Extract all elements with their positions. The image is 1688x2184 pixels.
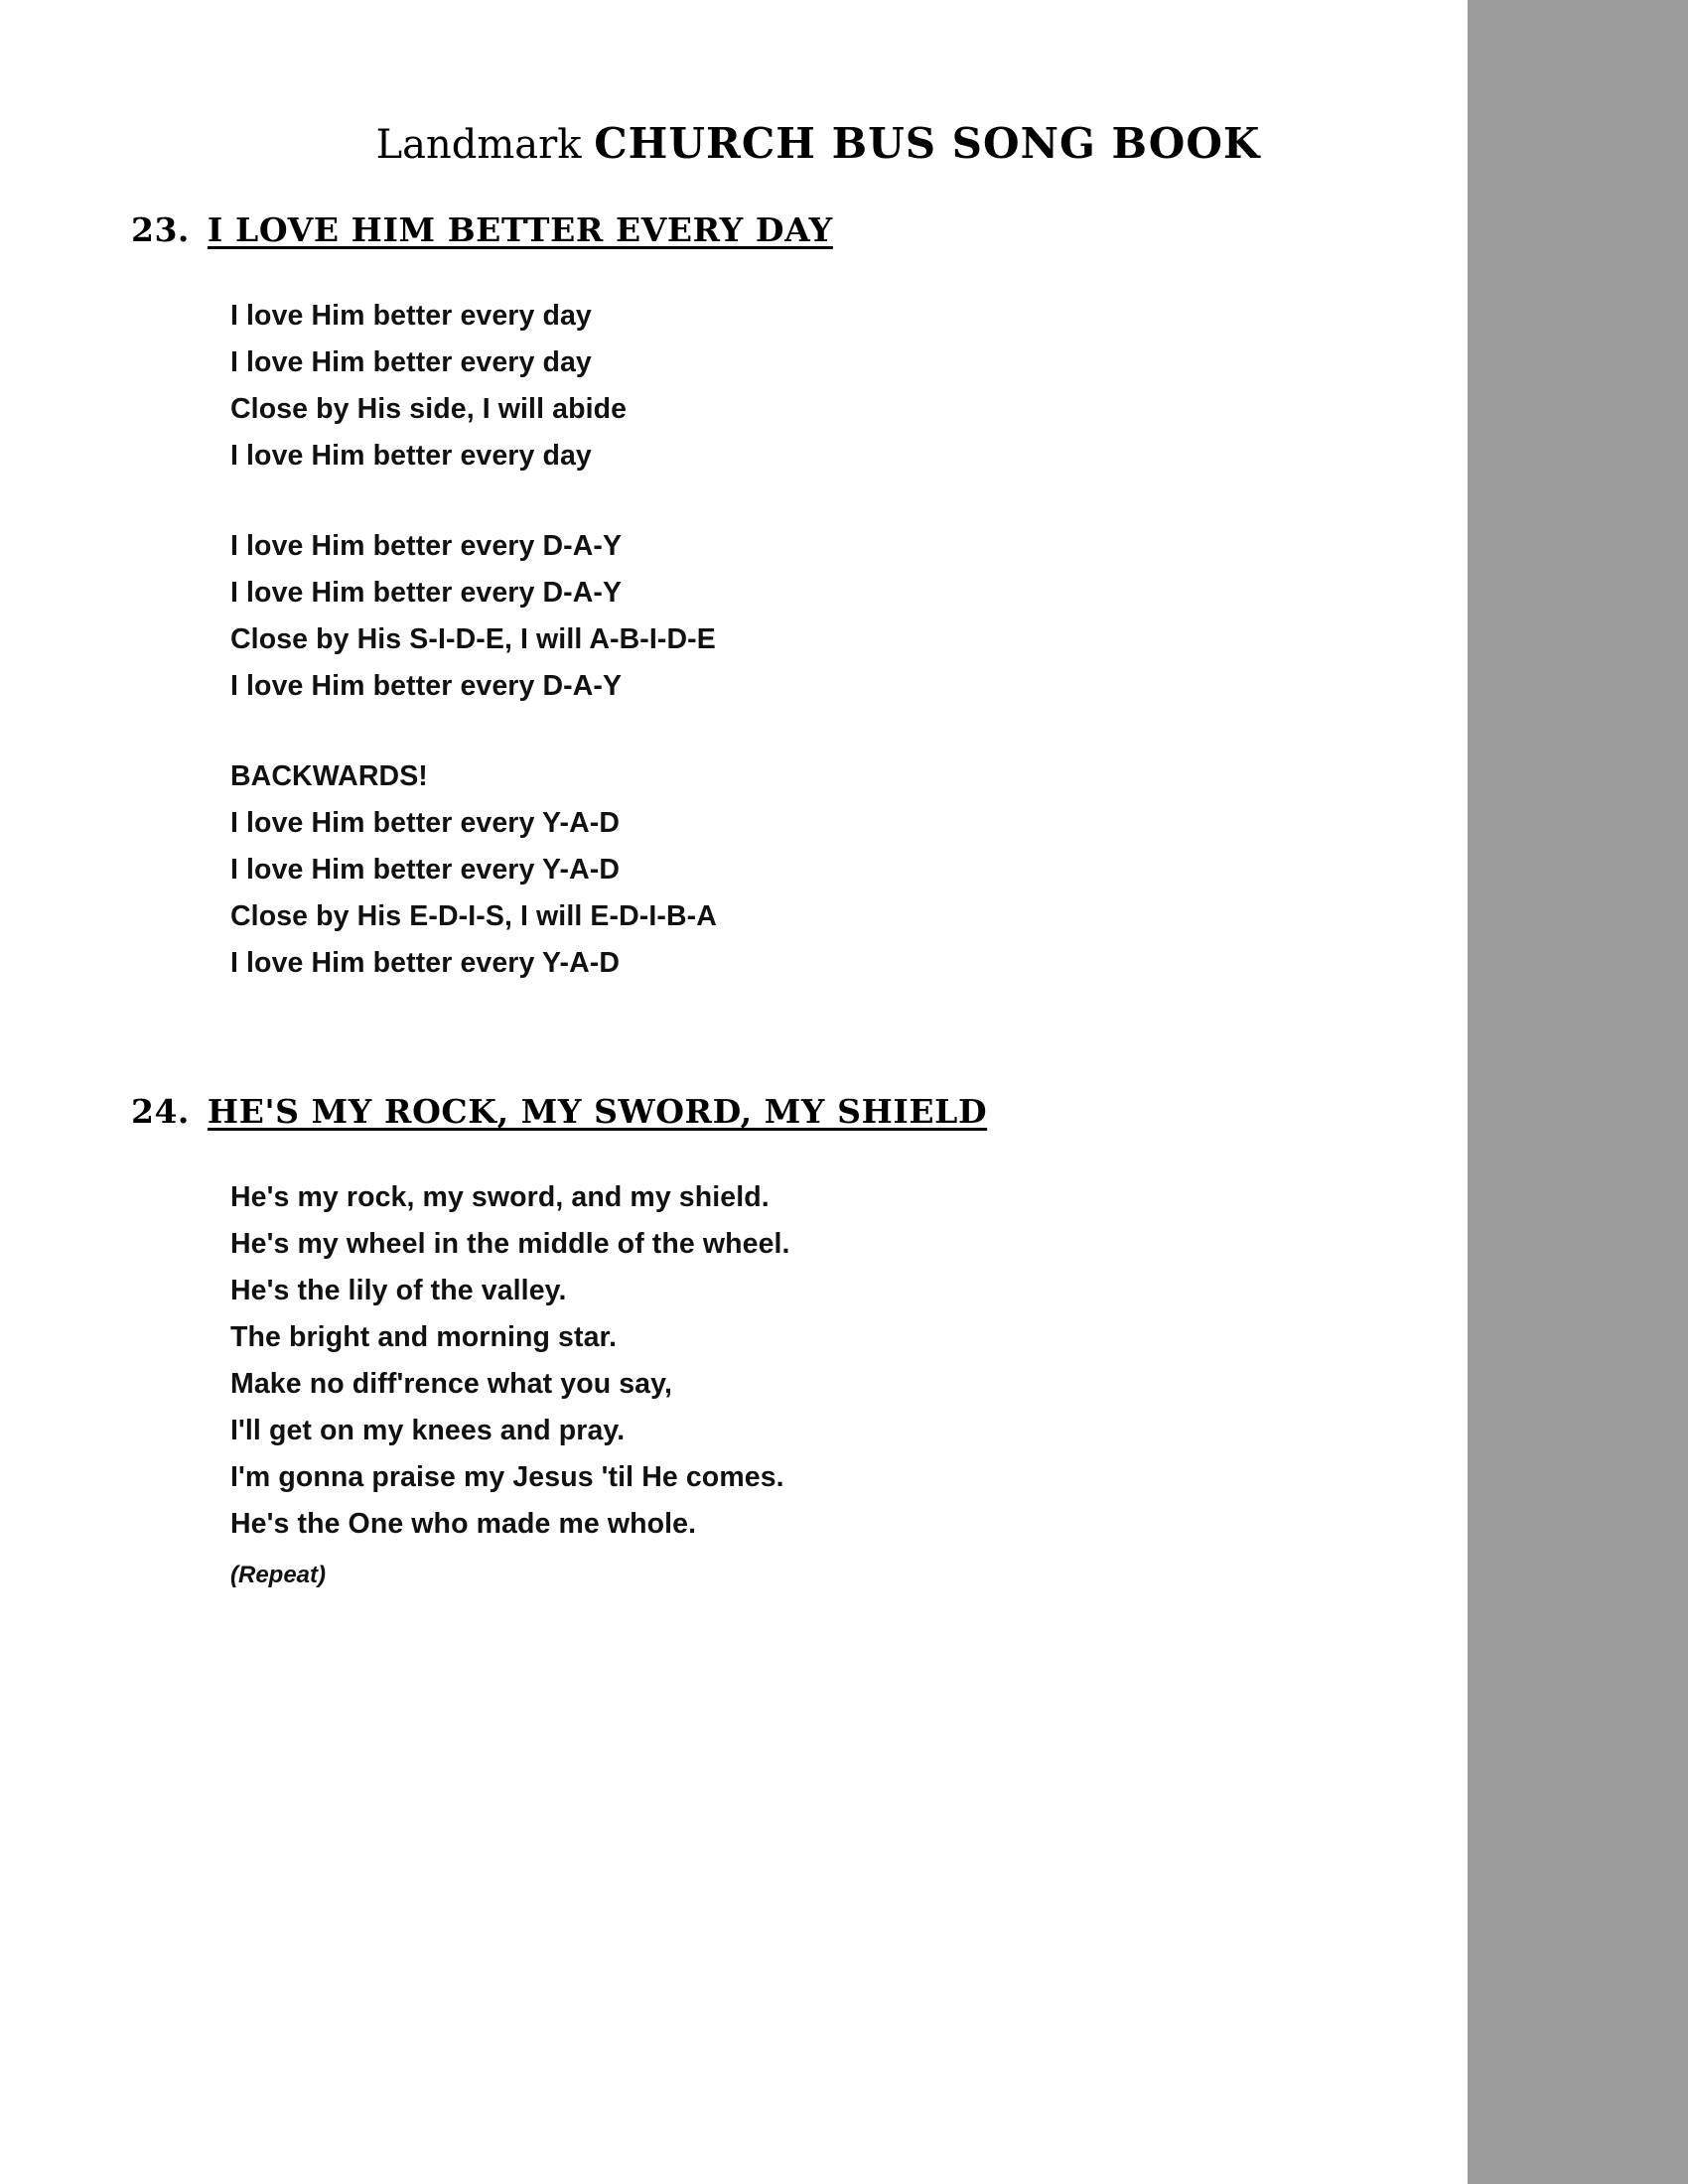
song-lyrics — [0, 293, 1468, 987]
lyric-line: Close by His side, I will abide — [230, 393, 628, 425]
lyric-stanza — [230, 753, 1468, 987]
song-title: I LOVE HIM BETTER EVERY DAY — [207, 210, 833, 249]
song-section — [0, 1092, 1468, 1597]
lyric-line: I love Him better every Y-A-D — [230, 947, 621, 979]
song-number: 24. — [131, 1092, 190, 1131]
repeat-note: (Repeat) — [230, 1562, 327, 1588]
song-lyrics — [0, 1174, 1468, 1597]
song-title-row — [0, 1092, 1468, 1131]
lyric-line: Close by His S-I-D-E, I will A-B-I-D-E — [230, 623, 716, 655]
right-margin-bar — [1468, 0, 1688, 2184]
header-title — [208, 119, 1261, 168]
lyric-line: The bright and morning star. — [230, 1321, 618, 1353]
song-section — [0, 210, 1468, 987]
lyric-line: I love Him better every D-A-Y — [230, 530, 623, 562]
song-title-row — [0, 210, 1468, 249]
lyric-line: I love Him better every Y-A-D — [230, 807, 621, 839]
lyric-line: I love Him better every day — [230, 440, 592, 472]
lyric-line: I love Him better every D-A-Y — [230, 577, 623, 609]
lyric-line: Make no diff'rence what you say, — [230, 1368, 672, 1400]
lyric-line: I love Him better every D-A-Y — [230, 670, 623, 702]
lyric-line: He's the lily of the valley. — [230, 1275, 567, 1306]
lyric-line: Close by His E-D-I-S, I will E-D-I-B-A — [230, 900, 717, 932]
header-title-bold: CHURCH BUS SONG BOOK — [594, 119, 1261, 168]
lyric-stanza — [230, 523, 1468, 710]
lyric-line: He's my rock, my sword, and my shield. — [230, 1181, 770, 1213]
lyric-stanza — [230, 293, 1468, 479]
lyric-line: BACKWARDS! — [230, 760, 428, 792]
lyric-line: He's the One who made me whole. — [230, 1508, 697, 1540]
lyric-line: He's my wheel in the middle of the wheel. — [230, 1228, 790, 1260]
song-title: HE'S MY ROCK, MY SWORD, MY SHIELD — [207, 1092, 988, 1131]
song-number: 23. — [131, 210, 190, 249]
lyric-line: I'll get on my knees and pray. — [230, 1415, 626, 1446]
lyric-line: I love Him better every Y-A-D — [230, 854, 621, 886]
lyric-line: I love Him better every day — [230, 300, 592, 332]
lyric-stanza — [230, 1174, 1468, 1597]
page-header — [0, 119, 1468, 168]
header-title-light: Landmark — [375, 122, 595, 168]
lyric-line: I love Him better every day — [230, 346, 592, 378]
lyric-line: I'm gonna praise my Jesus 'til He comes. — [230, 1461, 784, 1493]
